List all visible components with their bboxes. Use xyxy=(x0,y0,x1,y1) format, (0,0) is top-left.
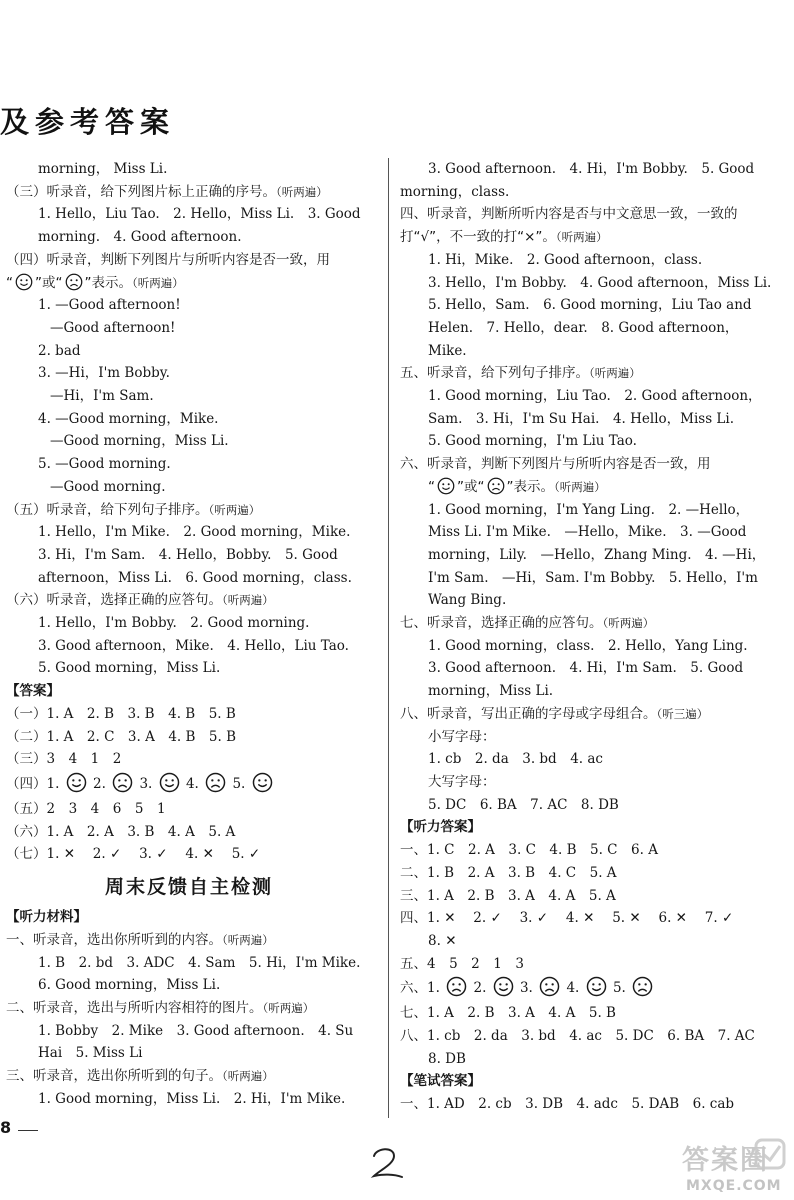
check-icon: ✓ xyxy=(721,910,734,927)
repeat-note: （听两遍） xyxy=(589,366,641,381)
heading-text: ”表示。 xyxy=(506,478,554,495)
sub-heading: 大写字母： xyxy=(428,773,496,790)
sad-face-icon xyxy=(205,772,226,793)
question-heading: （四）听录音，判断下列图片与所听内容是否一致，用 xyxy=(6,251,330,268)
heading-text: （三）听录音，给下列图片标上正确的序号。 xyxy=(6,183,276,200)
answer-line: （二）1. A 2. C 3. A 4. B 5. B xyxy=(6,728,237,745)
cross-icon: ✕ xyxy=(202,846,214,863)
answer-label: 3. xyxy=(519,910,533,927)
text-line: morning， Miss Li. xyxy=(38,161,168,177)
check-icon: ✓ xyxy=(109,846,122,863)
question-heading xyxy=(6,589,372,612)
answer-label: 5. xyxy=(612,980,626,997)
repeat-note: （听两遍） xyxy=(276,184,328,199)
check-icon: ✓ xyxy=(156,846,168,863)
sub-heading: 小写字母： xyxy=(428,728,496,745)
answer-label: 4. xyxy=(185,775,199,792)
text-line: Miss Li. I'm Mike. —Hello，Mike. 3. —Good xyxy=(428,524,747,541)
text-line: 3. —Hi，I'm Bobby. xyxy=(38,365,170,382)
heading-text: 三、听录音，选出你所听到的句子。 xyxy=(6,1068,222,1085)
text-line: 6. Good morning，Miss Li. xyxy=(38,977,221,994)
text-line: 1. Hi，Mike. 2. Good afternoon，class. xyxy=(428,251,703,268)
question-heading-cont xyxy=(6,272,372,295)
text-line: 1. Hello，I'm Bobby. 2. Good morning. xyxy=(38,615,310,632)
page-number-dash xyxy=(18,1130,38,1131)
answer-label: 2. xyxy=(92,775,106,792)
answer-label: 2. xyxy=(92,846,106,863)
question-heading xyxy=(6,181,372,204)
question-heading xyxy=(6,1065,372,1088)
answer-label: 2. xyxy=(473,980,487,997)
text-line: —Hi，I'm Sam. xyxy=(50,388,154,405)
smile-face-icon xyxy=(586,976,607,997)
heading-text: 一、听录音，选出你所听到的内容。 xyxy=(6,931,222,948)
answer-label: 四、1. xyxy=(400,910,440,927)
answer-line: （三）3 4 1 2 xyxy=(6,751,122,768)
answer-line: 二、1. B 2. A 3. B 4. C 5. A xyxy=(400,864,617,881)
answer-line: （六）1. A 2. A 3. B 4. A 5. A xyxy=(6,823,236,840)
text-line: —Good afternoon! xyxy=(50,319,176,336)
cross-icon: ✕ xyxy=(675,910,687,927)
question-heading xyxy=(6,929,372,952)
cross-icon: ✕ xyxy=(444,910,456,927)
watermark-url: MXQE.COM xyxy=(686,1178,782,1194)
answer-heading: 【笔试答案】 xyxy=(400,1073,481,1090)
quote-mark: ”或“ xyxy=(457,478,485,495)
repeat-note: （听两遍） xyxy=(208,502,261,517)
question-heading-cont xyxy=(400,226,762,249)
question-heading-cont xyxy=(400,476,762,499)
answer-line: 八、1. cb 2. da 3. bd 4. ac 5. DC 6. BA 7. AC xyxy=(400,1028,755,1045)
check-icon: ✓ xyxy=(248,846,261,863)
answer-label: 4. xyxy=(566,980,580,997)
text-line: 5. DC 6. BA 7. AC 8. DB xyxy=(428,796,619,813)
text-line: 5. —Good morning. xyxy=(38,456,171,473)
text-line: 1. Hello，Liu Tao. 2. Hello，Miss Li. 3. Good xyxy=(38,206,361,223)
check-icon: ✓ xyxy=(490,910,502,927)
answer-line-marks xyxy=(400,930,762,953)
text-line: 3. Hello，I'm Bobby. 4. Good afternoon，Miss Li. xyxy=(428,274,772,291)
answer-line: （一）1. A 2. B 3. B 4. B 5. B xyxy=(6,705,236,722)
question-heading xyxy=(6,499,372,522)
smile-face-icon xyxy=(159,772,180,793)
text-line: 1. B 2. bd 3. ADC 4. Sam 5. Hi，I'm Mike. xyxy=(38,954,361,971)
text-line: 1. Hello，I'm Mike. 2. Good morning，Mike. xyxy=(38,524,351,541)
answer-label: 3. xyxy=(519,980,533,997)
text-line: I'm Sam. —Hi，Sam. I'm Bobby. 5. Hello，I'm xyxy=(428,569,758,586)
text-line: 3. Good afternoon. 4. Hi，I'm Bobby. 5. Good xyxy=(428,161,755,177)
text-line: afternoon，Miss Li. 6. Good morning，class. xyxy=(38,569,352,586)
text-line: 1. cb 2. da 3. bd 4. ac xyxy=(428,751,603,768)
heading-text: 打“√”，不一致的打“×”。 xyxy=(400,229,556,246)
cross-icon: ✕ xyxy=(63,846,75,863)
repeat-note: （听两遍） xyxy=(554,479,606,494)
answer-label: 4. xyxy=(565,910,579,927)
question-heading xyxy=(6,997,372,1020)
quote-mark: “ xyxy=(6,274,13,291)
heading-text: 七、听录音，选择正确的应答句。 xyxy=(400,615,603,632)
text-line: 1. Bobby 2. Mike 3. Good afternoon. 4. Su xyxy=(38,1022,354,1039)
text-line: 3. Hi，I'm Sam. 4. Hello，Bobby. 5. Good xyxy=(38,546,338,563)
handwritten-number xyxy=(368,1146,406,1180)
text-line: Wang Bing. xyxy=(428,592,507,609)
text-line: 3. Good afternoon. 4. Hi，I'm Sam. 5. Good xyxy=(428,660,744,677)
text-line: Helen. 7. Hello，dear. 8. Good afternoon， xyxy=(428,319,739,336)
text-line: morning. 4. Good afternoon. xyxy=(38,229,242,246)
answer-label: 六、1. xyxy=(400,980,440,997)
question-heading: 六、听录音，判断下列图片与所听内容是否一致，用 xyxy=(400,456,711,473)
answer-label: 7. xyxy=(704,910,718,927)
quote-mark: ”或“ xyxy=(35,274,63,291)
text-line: 3. Good afternoon，Mike. 4. Hello，Liu Tao. xyxy=(38,637,349,654)
repeat-note: （听两遍） xyxy=(222,1069,274,1084)
text-line: —Good morning. xyxy=(50,478,166,495)
column-divider xyxy=(388,158,389,1118)
answer-label: 3. xyxy=(139,775,153,792)
smile-face-icon xyxy=(66,772,87,793)
quote-mark: “ xyxy=(428,478,435,495)
text-line: —Good morning，Miss Li. xyxy=(50,433,229,450)
smile-face-icon xyxy=(252,772,273,793)
check-icon: ✓ xyxy=(536,910,549,927)
repeat-note: （听两遍） xyxy=(132,275,184,290)
heading-text: （五）听录音，给下列句子排序。 xyxy=(6,501,209,518)
answer-label: 8. xyxy=(428,932,441,949)
text-line: 2. bad xyxy=(38,342,81,359)
answer-line-faces xyxy=(6,771,372,798)
smile-face-icon xyxy=(493,976,514,997)
text-line: Mike. xyxy=(428,342,467,359)
text-line: 4. —Good morning，Mike. xyxy=(38,410,219,427)
sad-face-icon xyxy=(487,477,505,495)
answer-line: 七、1. A 2. B 3. A 4. A 5. B xyxy=(400,1005,616,1022)
sad-face-icon xyxy=(539,976,560,997)
text-line: 5. Good morning，I'm Liu Tao. xyxy=(428,433,637,450)
answer-line-marks xyxy=(400,907,762,930)
repeat-note: （听两遍） xyxy=(602,616,655,631)
cross-icon: ✕ xyxy=(445,932,457,949)
repeat-note: （听两遍） xyxy=(262,1000,315,1015)
answer-line: 五、4 5 2 1 3 xyxy=(400,955,524,972)
section-title: 周末反馈自主检测 xyxy=(104,876,273,899)
heading-text: 五、听录音，给下列句子排序。 xyxy=(400,365,589,382)
left-column xyxy=(6,158,372,1110)
question-heading: 四、听录音，判断所听内容是否与中文意思一致，一致的 xyxy=(400,206,738,223)
page-header-title: 及参考答案 xyxy=(0,105,176,139)
sad-face-icon xyxy=(65,273,83,291)
answer-label: 6. xyxy=(658,910,672,927)
repeat-note: （听两遍） xyxy=(222,593,274,608)
sad-face-icon xyxy=(632,976,653,997)
answer-label: 2. xyxy=(473,910,487,927)
page-number: 8 xyxy=(0,1118,12,1137)
answer-label: （四）1. xyxy=(6,775,60,792)
question-heading xyxy=(400,612,762,635)
answer-line: 三、1. A 2. B 3. A 4. A 5. A xyxy=(400,887,616,904)
text-line: Hai 5. Miss Li xyxy=(38,1045,143,1062)
material-heading: 【听力材料】 xyxy=(6,909,87,926)
heading-text: （六）听录音，选择正确的应答句。 xyxy=(6,592,222,609)
text-line: morning，Miss Li. xyxy=(428,683,554,700)
answer-line: 8. DB xyxy=(428,1050,466,1067)
cross-icon: ✕ xyxy=(583,910,595,927)
text-line: 1. Good morning，Liu Tao. 2. Good afternoon， xyxy=(428,388,762,405)
heading-text: 二、听录音，选出与所听内容相符的图片。 xyxy=(6,999,263,1016)
sad-face-icon xyxy=(112,772,133,793)
watermark-text: 答案圈 xyxy=(682,1145,769,1176)
repeat-note: （听两遍） xyxy=(222,932,274,947)
repeat-note: （听两遍） xyxy=(555,230,608,245)
question-heading xyxy=(400,703,762,726)
heading-text: 八、听录音，写出正确的字母或字母组合。 xyxy=(400,705,657,722)
text-line: 1. Good morning，class. 2. Hello，Yang Ling. xyxy=(428,637,748,654)
text-line: 5. Good morning，Miss Li. xyxy=(38,660,221,677)
cross-icon: ✕ xyxy=(629,910,641,927)
answer-label: 3. xyxy=(139,846,152,863)
answer-label: 5. xyxy=(232,775,246,792)
text-line: 1. Good morning，Miss Li. 2. Hi，I'm Mike. xyxy=(38,1090,346,1107)
answer-label: 5. xyxy=(612,910,626,927)
text-line: morning，class. xyxy=(400,183,510,200)
right-column xyxy=(400,158,772,1116)
answer-line-marks xyxy=(6,843,372,866)
question-heading xyxy=(400,362,762,385)
text-line: morning，Lily. —Hello，Zhang Ming. 4. —Hi， xyxy=(428,546,766,563)
answer-label: 5. xyxy=(231,846,245,863)
heading-text: ”表示。 xyxy=(84,274,132,291)
answer-line-faces xyxy=(400,975,762,1002)
answer-label: 4. xyxy=(185,846,199,863)
smile-face-icon xyxy=(15,273,33,291)
answer-line: （五）2 3 4 6 5 1 xyxy=(6,800,166,817)
text-line: 5. Hello，Sam. 6. Good morning，Liu Tao and xyxy=(428,297,752,314)
answer-heading: 【听力答案】 xyxy=(400,819,481,836)
answer-heading: 【答案】 xyxy=(6,683,60,700)
answer-line: 一、1. C 2. A 3. C 4. B 5. C 6. A xyxy=(400,842,658,859)
repeat-note: （听三遍） xyxy=(656,706,709,721)
text-line: 1. Good morning，I'm Yang Ling. 2. —Hello， xyxy=(428,501,750,518)
text-line: 1. —Good afternoon! xyxy=(38,297,181,314)
sad-face-icon xyxy=(446,976,467,997)
answer-line: 一、1. AD 2. cb 3. DB 4. adc 5. DAB 6. cab xyxy=(400,1096,735,1113)
answer-label: （七）1. xyxy=(6,846,60,863)
smile-face-icon xyxy=(437,477,455,495)
text-line: Sam. 3. Hi，I'm Su Hai. 4. Hello，Miss Li. xyxy=(428,410,735,427)
